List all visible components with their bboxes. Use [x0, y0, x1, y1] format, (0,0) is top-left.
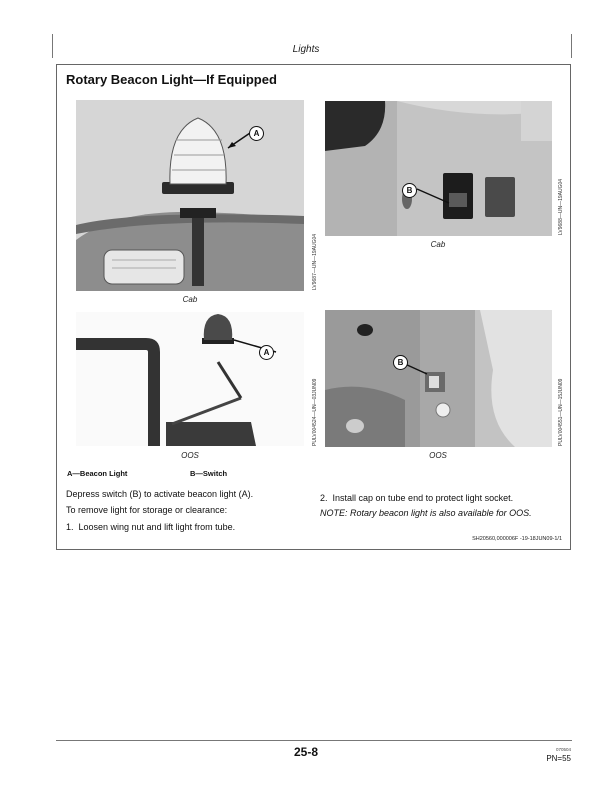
page-header-title: Lights	[292, 44, 320, 55]
callout-a-beacon-light: A	[259, 345, 274, 360]
instruction-paragraph: To remove light for storage or clearance:	[66, 505, 228, 515]
figure-caption: OOS	[429, 451, 447, 460]
instruction-step: 2. Install cap on tube end to protect light socket.	[320, 493, 514, 503]
instruction-step: 1. Loosen wing nut and lift light from tube.	[66, 522, 236, 532]
photo-oos-switch	[325, 310, 552, 447]
image-code: PULV004551—UN—15JUN09	[558, 378, 564, 446]
photo-cab-switch	[325, 101, 552, 236]
section-title: Rotary Beacon Light—If Equipped	[66, 72, 277, 87]
image-code: LV9687—UN—19AUG04	[312, 233, 318, 290]
photo-cab-beacon-light	[76, 100, 304, 291]
figure-caption: Cab	[182, 295, 198, 304]
page-number: 25-8	[293, 745, 319, 759]
note-text: NOTE: Rotary beacon light is also available for OOS.	[320, 508, 532, 518]
footer-rule	[56, 740, 572, 741]
footer-code: 070504	[555, 747, 571, 752]
image-code: LV9688—UN—19AUG04	[558, 178, 564, 235]
callout-a-beacon-light: A	[249, 126, 264, 141]
photo-oos-beacon-light	[76, 312, 304, 446]
instruction-paragraph: Depress switch (B) to activate beacon light (A).	[66, 489, 254, 499]
figure-caption: OOS	[181, 451, 199, 460]
legend-switch: B—Switch	[190, 469, 228, 478]
callout-b-switch: B	[393, 355, 408, 370]
callout-b-switch: B	[402, 183, 417, 198]
figure-caption: Cab	[430, 240, 446, 249]
reference-code: SH20560,000006F -19-18JUN09-1/1	[472, 536, 562, 542]
legend-beacon-light: A—Beacon Light	[67, 469, 128, 478]
image-code: PULV004524—UN—03JUN09	[312, 378, 318, 446]
footer-pn: PN=55	[546, 754, 571, 763]
